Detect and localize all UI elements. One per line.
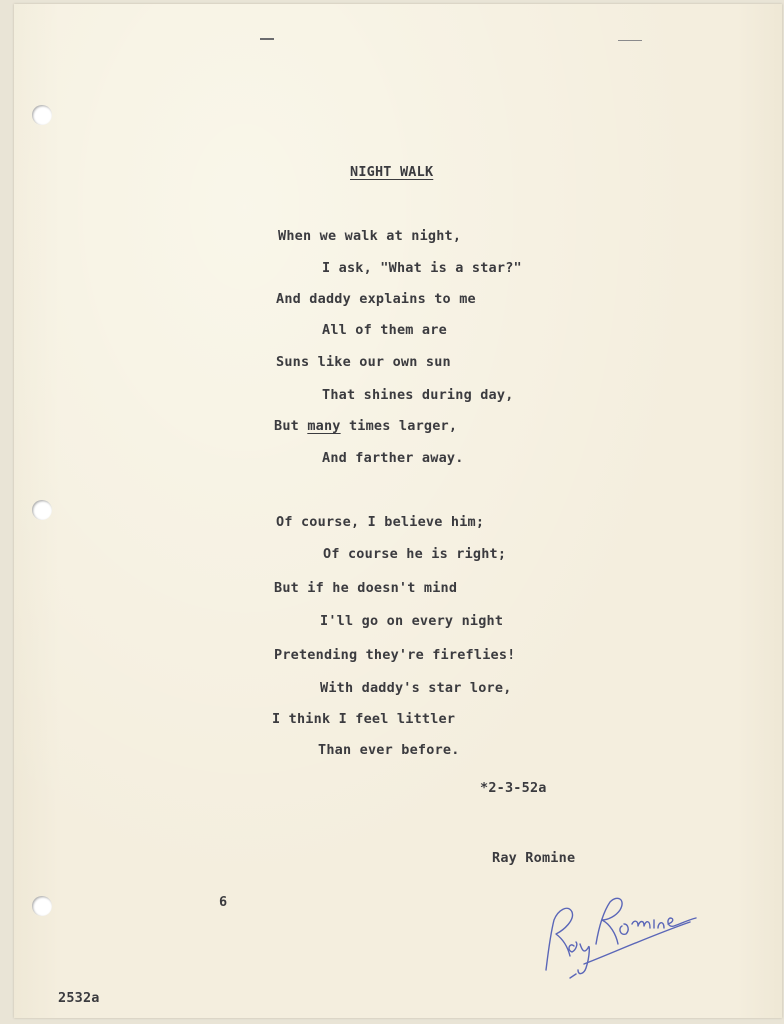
poem-line: But if he doesn't mind <box>274 580 458 596</box>
poem-code: *2-3-52a <box>480 780 547 796</box>
poem-line-segment: times larger, <box>340 418 458 434</box>
document-id: 2532a <box>58 990 100 1006</box>
poem-line: That shines during day, <box>322 387 514 403</box>
poem-line: Of course, I believe him; <box>276 514 485 530</box>
poem-line: Suns like our own sun <box>276 354 451 370</box>
poem-line: Pretending they're fireflies! <box>274 647 516 663</box>
poem-line: Of course he is right; <box>323 546 507 562</box>
signature-graphic <box>540 884 700 984</box>
poem-line: I think I feel littler <box>272 711 456 727</box>
poem-line: I'll go on every night <box>320 613 504 629</box>
top-mark-left <box>260 38 274 40</box>
poem-line: When we walk at night, <box>278 228 462 244</box>
document-page <box>14 4 782 1018</box>
page-number: 6 <box>219 894 228 910</box>
poem-line: With daddy's star lore, <box>320 680 512 696</box>
poem-line-with-underline <box>274 418 457 434</box>
poem-line-segment: But <box>274 418 308 434</box>
underlined-word: many <box>307 418 341 434</box>
author-name: Ray Romine <box>492 850 576 866</box>
poem-line: And daddy explains to me <box>276 291 476 307</box>
poem-line: Than ever before. <box>318 742 460 758</box>
top-mark-right <box>618 40 642 41</box>
poem-line: I ask, "What is a star?" <box>322 260 522 276</box>
poem-title: NIGHT WALK <box>350 164 434 180</box>
poem-line: All of them are <box>322 322 447 338</box>
binder-hole-bottom <box>32 896 52 916</box>
poem-line: And farther away. <box>322 450 464 466</box>
binder-hole-top <box>32 105 52 125</box>
binder-hole-middle <box>32 500 52 520</box>
